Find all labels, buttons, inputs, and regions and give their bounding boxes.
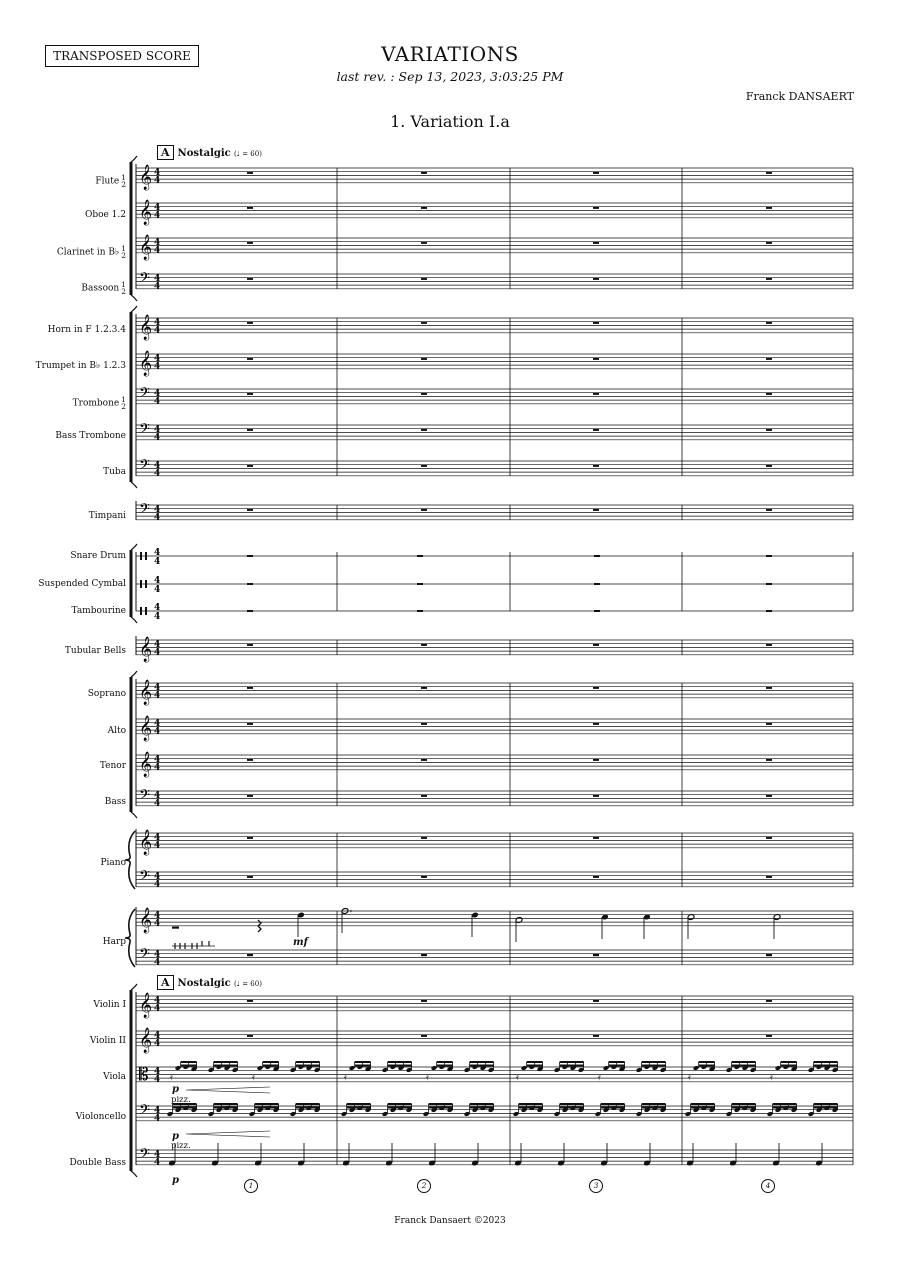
percussion-clef — [140, 607, 142, 615]
transposed-score-label: TRANSPOSED SCORE — [45, 45, 199, 67]
bracket-hook — [131, 544, 137, 550]
whole-rest — [247, 1035, 253, 1037]
viola-dynamic: p — [172, 1084, 179, 1095]
time-signature: 4 — [154, 548, 161, 558]
time-signature: 4 — [154, 996, 161, 1006]
whole-rest — [421, 278, 427, 280]
sixteenth-rest: 𝄿 — [688, 1073, 691, 1083]
whole-rest — [766, 509, 772, 511]
instrument-label-harp: Harp — [102, 937, 126, 947]
clef: 𝄢 — [139, 946, 150, 966]
hairpin — [186, 1131, 270, 1137]
whole-rest — [421, 687, 427, 689]
harp-dynamic: mf — [293, 937, 308, 948]
clef: 𝄢 — [139, 1102, 150, 1122]
whole-rest — [593, 242, 599, 244]
whole-rest — [593, 358, 599, 360]
time-signature: 4 — [154, 203, 161, 213]
time-signature: 4 — [154, 274, 161, 284]
brace — [125, 831, 135, 889]
instrument-label-trumpet: Trumpet in B♭ 1.2.3 — [35, 361, 126, 371]
instrument-label-tenor: Tenor — [99, 761, 126, 771]
cello-dynamic: p — [172, 1131, 179, 1142]
time-signature: 4 — [154, 282, 161, 292]
clef: 𝄡 — [139, 1065, 149, 1085]
time-signature: 4 — [154, 799, 161, 809]
time-signature: 4 — [154, 389, 161, 399]
whole-rest — [766, 207, 772, 209]
whole-rest — [247, 242, 253, 244]
instrument-label-suspended-cymbal: Suspended Cymbal — [38, 579, 126, 589]
time-signature: 4 — [154, 461, 161, 471]
whole-rest — [247, 429, 253, 431]
dot — [350, 910, 352, 912]
clef: 𝄢 — [139, 421, 150, 441]
whole-rest — [593, 509, 599, 511]
time-signature: 4 — [154, 425, 161, 435]
percussion-clef — [145, 552, 147, 560]
whole-rest — [247, 172, 253, 174]
time-signature: 4 — [154, 691, 161, 701]
clef: 𝄢 — [139, 457, 150, 477]
bracket-hook — [131, 156, 137, 162]
whole-rest — [766, 583, 772, 585]
clef: 𝄞 — [139, 752, 153, 777]
sixteenth-rest: 𝄿 — [170, 1073, 173, 1083]
whole-rest — [593, 465, 599, 467]
whole-rest — [766, 954, 772, 956]
time-signature: 4 — [154, 612, 161, 622]
whole-rest — [593, 393, 599, 395]
bracket-hook — [131, 617, 137, 623]
instrument-label-violin-2: Violin II — [89, 1036, 126, 1046]
whole-rest — [593, 759, 599, 761]
time-signature: 4 — [154, 791, 161, 801]
instrument-label-tuba: Tuba — [103, 467, 126, 477]
clef: 𝄞 — [139, 993, 153, 1018]
instrument-label-flute: Flute 1 2 — [95, 173, 126, 189]
instrument-label-oboe: Oboe 1.2 — [84, 210, 126, 220]
whole-rest — [593, 322, 599, 324]
bass-dynamic: p — [172, 1175, 179, 1186]
whole-rest — [594, 555, 600, 557]
time-signature: 4 — [154, 1150, 161, 1160]
whole-rest — [766, 876, 772, 878]
whole-rest — [247, 465, 253, 467]
whole-rest — [247, 876, 253, 878]
instrument-label-clarinet: Clarinet in B♭ 1 2 — [56, 244, 126, 260]
time-signature: 4 — [154, 1067, 161, 1077]
instrument-label-double-bass: Double Bass — [69, 1158, 126, 1168]
time-signature: 4 — [154, 683, 161, 693]
time-signature: 4 — [154, 1039, 161, 1049]
whole-rest — [593, 172, 599, 174]
clef: 𝄢 — [139, 1146, 150, 1166]
time-signature: 4 — [154, 727, 161, 737]
time-signature: 4 — [154, 755, 161, 765]
whole-rest — [593, 795, 599, 797]
instrument-label-tubular-bells: Tubular Bells — [64, 646, 126, 656]
time-signature: 4 — [154, 1004, 161, 1014]
whole-rest — [766, 1035, 772, 1037]
time-signature: 4 — [154, 958, 161, 968]
whole-rest — [593, 837, 599, 839]
instrument-label-timpani: Timpani — [88, 511, 126, 521]
time-signature: 4 — [154, 176, 161, 186]
whole-rest — [247, 207, 253, 209]
instrument-label-horn: Horn in F 1.2.3.4 — [47, 325, 126, 335]
time-signature: 4 — [154, 648, 161, 658]
bracket-hook — [131, 306, 137, 312]
whole-rest — [766, 723, 772, 725]
whole-rest — [417, 583, 423, 585]
time-signature: 4 — [154, 505, 161, 515]
instrument-label-soprano: Soprano — [87, 689, 126, 699]
whole-rest — [247, 687, 253, 689]
whole-rest — [593, 954, 599, 956]
whole-rest — [421, 876, 427, 878]
whole-rest — [247, 954, 253, 956]
whole-rest — [766, 322, 772, 324]
whole-rest — [766, 837, 772, 839]
whole-rest — [247, 723, 253, 725]
whole-rest — [766, 555, 772, 557]
time-signature: 4 — [154, 872, 161, 882]
whole-rest — [594, 583, 600, 585]
sixteenth-rest: 𝄿 — [770, 1073, 773, 1083]
instrument-label-violoncello: Violoncello — [75, 1112, 126, 1122]
whole-rest — [421, 1000, 427, 1002]
percussion-clef — [145, 580, 147, 588]
whole-rest — [247, 322, 253, 324]
whole-rest — [766, 759, 772, 761]
bracket-hook — [131, 295, 137, 301]
clef: 𝄢 — [139, 385, 150, 405]
measure-number-3: 3 — [589, 1179, 603, 1193]
time-signature: 4 — [154, 763, 161, 773]
instrument-label-bass-trombone: Bass Trombone — [55, 431, 126, 441]
movement-title: 1. Variation I.a — [390, 112, 510, 131]
clef: 𝄞 — [139, 1028, 153, 1053]
time-signature: 4 — [154, 585, 161, 595]
time-signature: 4 — [154, 841, 161, 851]
cello-pizz: pizz. — [171, 1141, 191, 1151]
clef: 𝄢 — [139, 501, 150, 521]
rehearsal-mark-top: A Nostalgic (♩ = 60) — [157, 145, 262, 160]
whole-rest — [421, 465, 427, 467]
time-signature: 4 — [154, 362, 161, 372]
whole-rest — [766, 1000, 772, 1002]
whole-rest — [421, 242, 427, 244]
time-signature: 4 — [154, 950, 161, 960]
instrument-label-bassoon: Bassoon 1 2 — [81, 280, 126, 296]
half-rest — [172, 927, 179, 929]
whole-rest — [593, 723, 599, 725]
clef: 𝄞 — [139, 908, 153, 933]
time-signature: 4 — [154, 433, 161, 443]
percussion-clef — [140, 580, 142, 588]
time-signature: 4 — [154, 354, 161, 364]
time-signature: 4 — [154, 1106, 161, 1116]
time-signature: 4 — [154, 833, 161, 843]
instrument-label-viola: Viola — [103, 1072, 126, 1082]
whole-rest — [421, 1035, 427, 1037]
time-signature: 4 — [154, 513, 161, 523]
staves — [125, 156, 853, 1177]
time-signature: 4 — [154, 246, 161, 256]
whole-rest — [766, 358, 772, 360]
whole-rest — [766, 795, 772, 797]
clef: 𝄞 — [139, 637, 153, 662]
clef: 𝄞 — [139, 165, 153, 190]
whole-rest — [247, 583, 253, 585]
instrument-label-snare-drum: Snare Drum — [70, 551, 126, 561]
sixteenth-rest: 𝄿 — [344, 1073, 347, 1083]
instrument-label-violin-1: Violin I — [93, 1000, 126, 1010]
time-signature: 4 — [154, 1114, 161, 1124]
revision-subtitle: last rev. : Sep 13, 2023, 3:03:25 PM — [336, 69, 564, 84]
clef: 𝄞 — [139, 830, 153, 855]
whole-rest — [247, 795, 253, 797]
clef: 𝄞 — [139, 680, 153, 705]
clef: 𝄞 — [139, 235, 153, 260]
clef: 𝄞 — [139, 200, 153, 225]
time-signature: 4 — [154, 469, 161, 479]
time-signature: 4 — [154, 880, 161, 890]
hairpin — [186, 1087, 270, 1093]
whole-rest — [421, 837, 427, 839]
whole-rest — [417, 610, 423, 612]
whole-rest — [594, 610, 600, 612]
time-signature: 4 — [154, 326, 161, 336]
clef: 𝄢 — [139, 270, 150, 290]
whole-rest — [421, 723, 427, 725]
whole-rest — [247, 837, 253, 839]
whole-rest — [766, 465, 772, 467]
whole-rest — [247, 610, 253, 612]
whole-rest — [593, 278, 599, 280]
composer-name: Franck DANSAERT — [745, 90, 854, 103]
whole-rest — [247, 1000, 253, 1002]
time-signature: 4 — [154, 397, 161, 407]
viola-pizz: pizz. — [171, 1095, 191, 1105]
whole-rest — [766, 242, 772, 244]
whole-rest — [421, 795, 427, 797]
music-notation — [167, 172, 839, 1167]
score-title: VARIATIONS — [381, 42, 519, 66]
time-signature: 4 — [154, 238, 161, 248]
whole-rest — [766, 429, 772, 431]
whole-rest — [421, 172, 427, 174]
whole-rest — [421, 393, 427, 395]
instrument-label-trombone: Trombone 1 2 — [72, 395, 126, 411]
clef: 𝄞 — [139, 315, 153, 340]
sixteenth-rest: 𝄿 — [252, 1073, 255, 1083]
whole-rest — [421, 207, 427, 209]
whole-rest — [247, 358, 253, 360]
bracket-hook — [131, 482, 137, 488]
whole-rest — [247, 393, 253, 395]
rehearsal-mark-strings: A Nostalgic (♩ = 60) — [157, 975, 262, 990]
time-signature: 4 — [154, 911, 161, 921]
time-signature: 4 — [154, 211, 161, 221]
whole-rest — [247, 555, 253, 557]
time-signature: 4 — [154, 1075, 161, 1085]
whole-rest — [593, 207, 599, 209]
time-signature: 4 — [154, 318, 161, 328]
whole-rest — [593, 644, 599, 646]
time-signature: 4 — [154, 557, 161, 567]
bracket-hook — [131, 984, 137, 990]
clef: 𝄢 — [139, 868, 150, 888]
time-signature: 4 — [154, 719, 161, 729]
whole-rest — [421, 759, 427, 761]
whole-rest — [421, 358, 427, 360]
time-signature: 4 — [154, 919, 161, 929]
sixteenth-rest: 𝄿 — [598, 1073, 601, 1083]
sixteenth-rest: 𝄿 — [426, 1073, 429, 1083]
whole-rest — [593, 1000, 599, 1002]
whole-rest — [421, 954, 427, 956]
whole-rest — [421, 429, 427, 431]
whole-rest — [766, 278, 772, 280]
brace — [125, 909, 135, 967]
clef: 𝄞 — [139, 351, 153, 376]
instrument-label-bass: Bass — [104, 797, 126, 807]
whole-rest — [247, 509, 253, 511]
whole-rest — [421, 644, 427, 646]
whole-rest — [766, 687, 772, 689]
whole-rest — [421, 509, 427, 511]
copyright-footer: Franck Dansaert ©2023 — [394, 1216, 506, 1226]
whole-rest — [593, 429, 599, 431]
instrument-label-piano: Piano — [100, 858, 126, 868]
measure-number-4: 4 — [761, 1179, 775, 1193]
whole-rest — [247, 278, 253, 280]
instrument-label-alto: Alto — [107, 726, 126, 736]
time-signature: 4 — [154, 168, 161, 178]
percussion-clef — [140, 552, 142, 560]
whole-rest — [766, 172, 772, 174]
time-signature: 4 — [154, 603, 161, 613]
instrument-label-tambourine: Tambourine — [71, 606, 126, 616]
time-signature: 4 — [154, 576, 161, 586]
whole-rest — [247, 759, 253, 761]
clef: 𝄞 — [139, 716, 153, 741]
clef: 𝄢 — [139, 787, 150, 807]
whole-rest — [766, 610, 772, 612]
whole-rest — [593, 1035, 599, 1037]
whole-rest — [421, 322, 427, 324]
whole-rest — [417, 555, 423, 557]
time-signature: 4 — [154, 1158, 161, 1168]
whole-rest — [593, 687, 599, 689]
whole-rest — [247, 644, 253, 646]
bracket-hook — [131, 1171, 137, 1177]
whole-rest — [593, 876, 599, 878]
time-signature: 4 — [154, 640, 161, 650]
measure-number-1: 1 — [244, 1179, 258, 1193]
time-signature: 4 — [154, 1031, 161, 1041]
bracket-hook — [131, 671, 137, 677]
sixteenth-rest: 𝄿 — [516, 1073, 519, 1083]
whole-rest — [766, 393, 772, 395]
percussion-clef — [145, 607, 147, 615]
bracket-hook — [131, 812, 137, 818]
whole-rest — [766, 644, 772, 646]
measure-number-2: 2 — [417, 1179, 431, 1193]
